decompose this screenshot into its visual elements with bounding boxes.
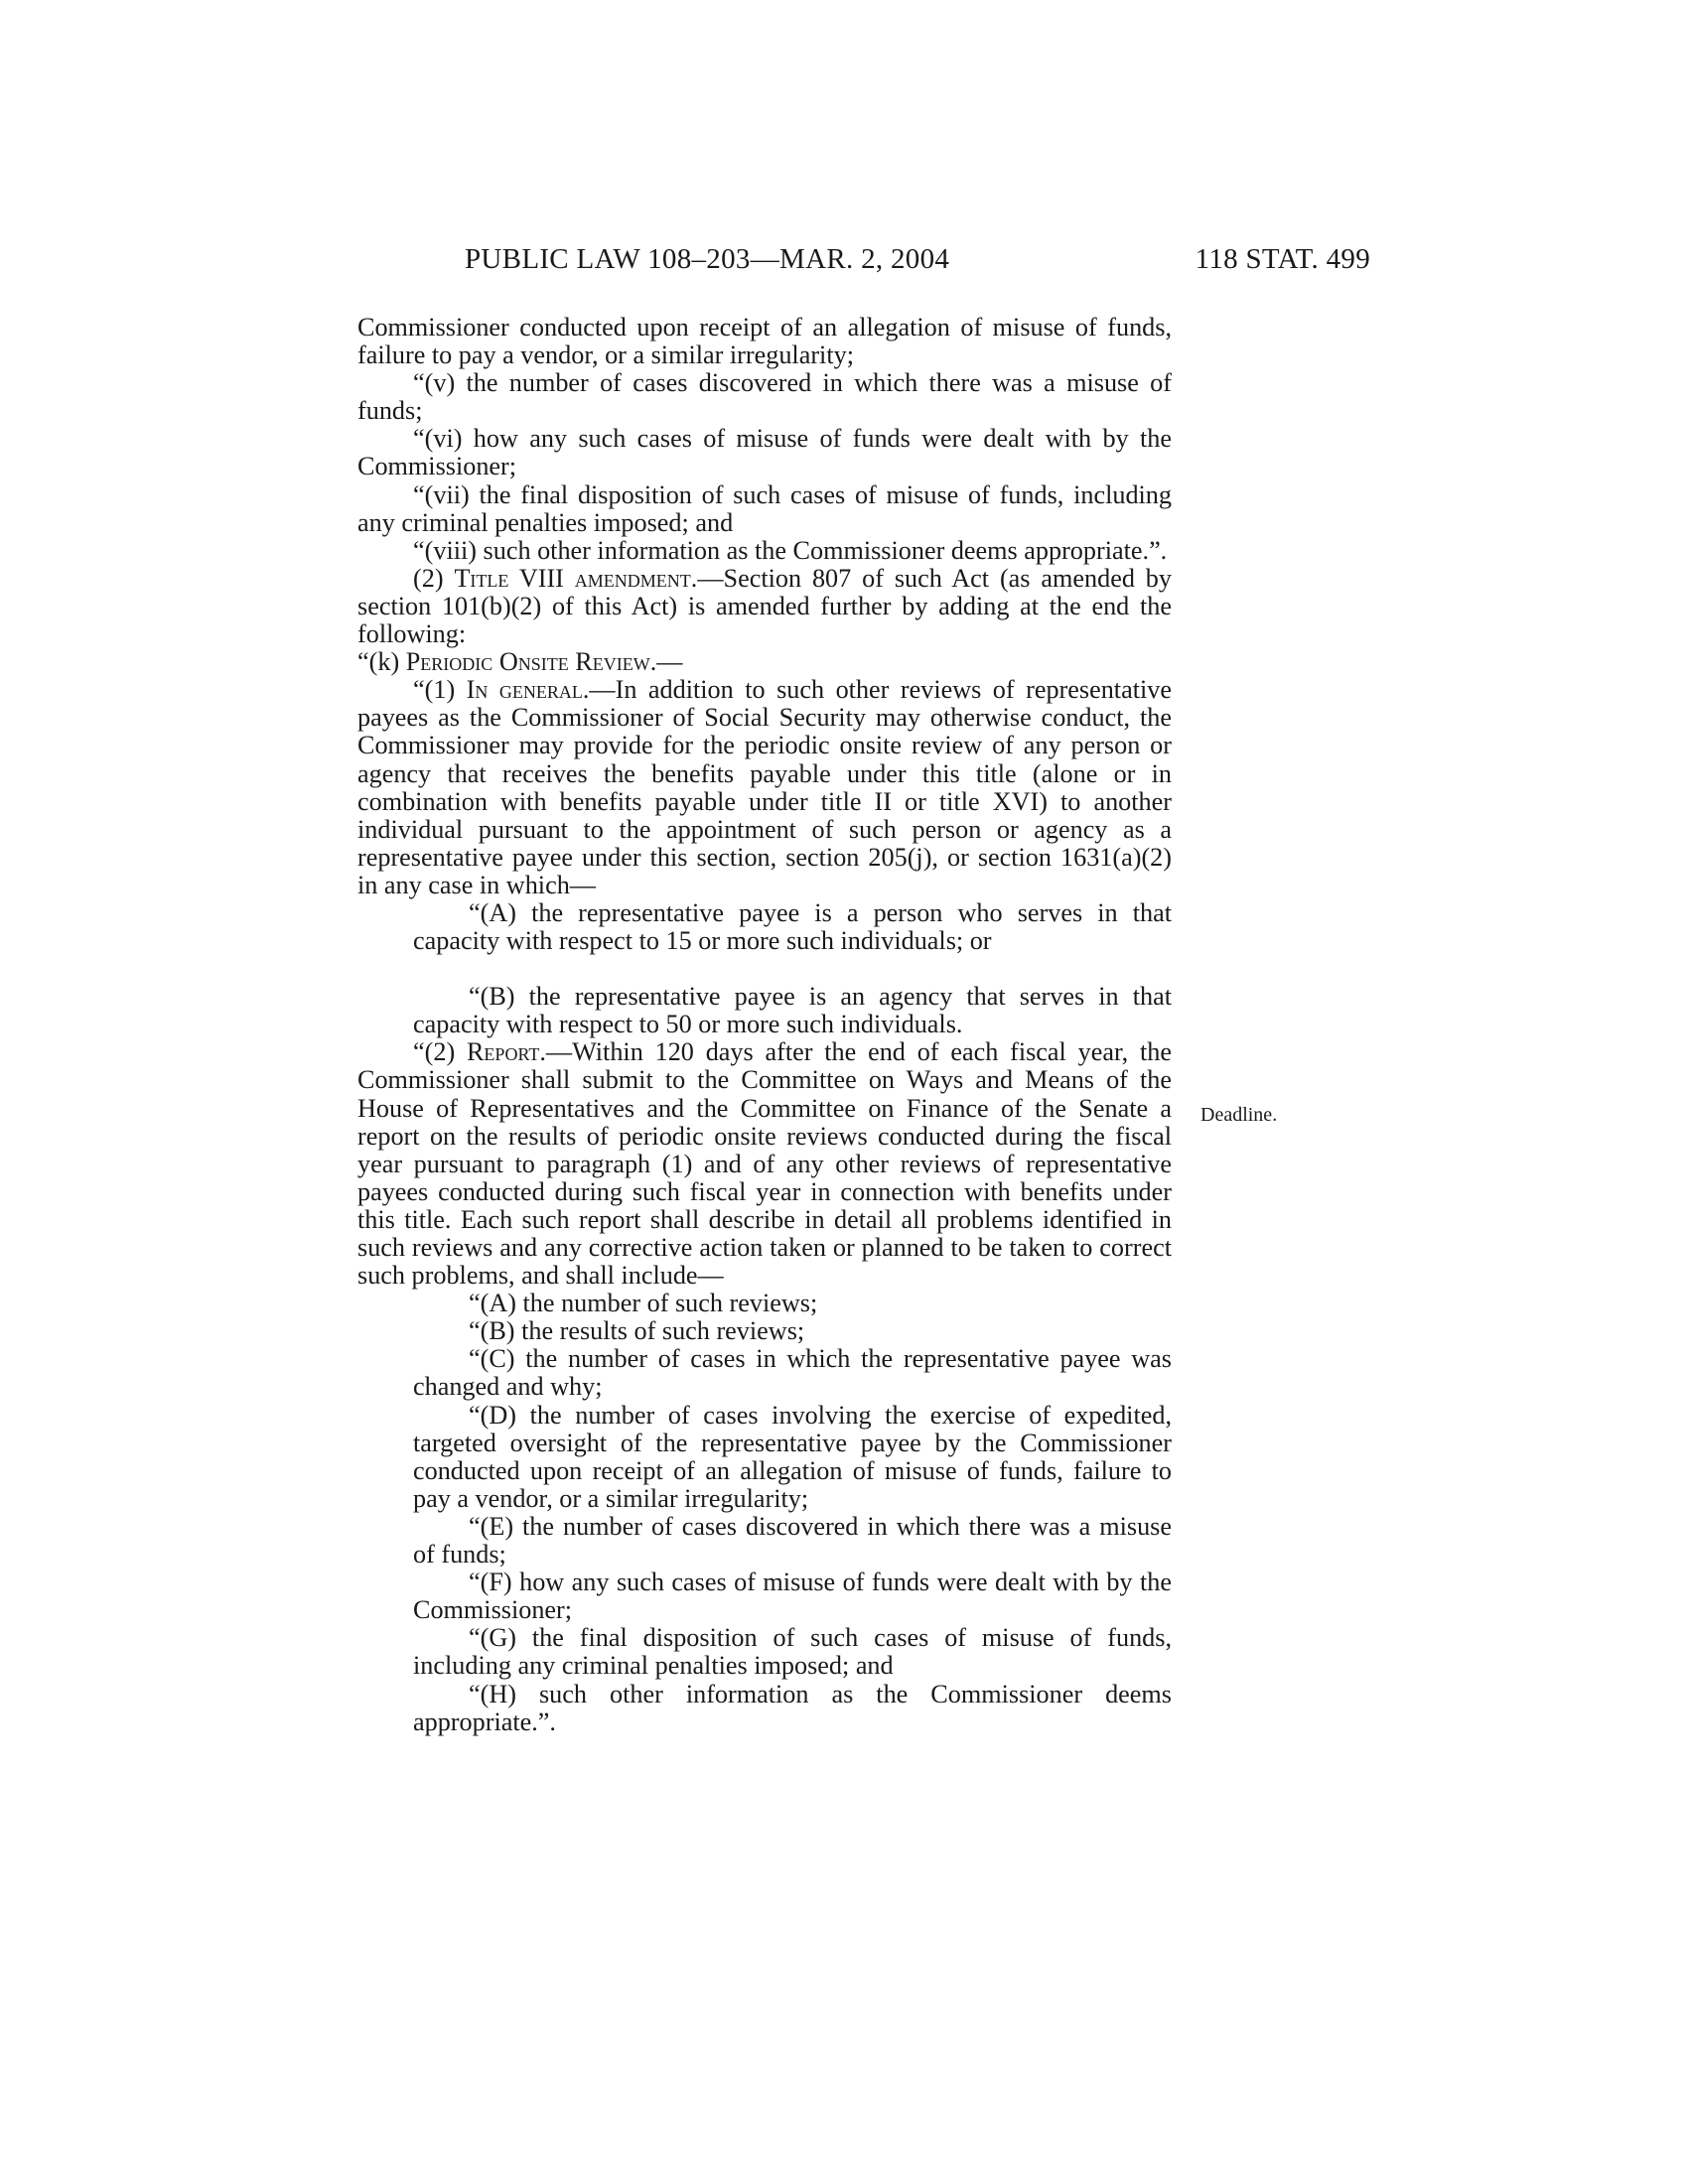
paragraph: “(B) the results of such reviews; [469, 1316, 805, 1346]
paragraph-heading: In general. [466, 675, 590, 705]
paragraph-heading: Periodic Onsite Review. [405, 647, 657, 677]
page-header [357, 243, 1370, 283]
paragraph-heading: Report. [466, 1037, 546, 1067]
paragraph: “(C) the number of cases in which the representative payee was changed and why; [413, 1344, 1172, 1402]
paragraph-heading: Title VIII amendment. [454, 563, 698, 593]
paragraph: “(E) the number of cases discovered in which there was a misuse of funds; [413, 1511, 1172, 1570]
paragraph-lead: “(k) [357, 647, 406, 677]
paragraph: “(A) the number of such reviews; [469, 1289, 818, 1318]
paragraph: “(F) how any such cases of misuse of funds were dealt with by the Commissioner; [413, 1568, 1172, 1625]
paragraph-lead: “(2) [413, 1037, 467, 1067]
paragraph: Commissioner conducted upon receipt of an allegation of misuse of funds, failure to pay a vendor, or a similar irregularity; [357, 313, 1172, 370]
paragraph: “(B) the representative payee is an agency that serves in that capacity with respect to 50 or more such individuals. [413, 982, 1172, 1039]
paragraph: “(vii) the final disposition of such cases of misuse of funds, including any criminal penalties imposed; and [357, 479, 1172, 537]
paragraph-text: —Within 120 days after the end of each fiscal year, the Commissioner shall submit to the Committee on Ways and Means of the House of Representatives and the Committee on Finance of the Senate a report on the results of periodic onsite reviews conducted during the fiscal year pursuant to paragraph (1) and of any other reviews of representative payees conducted during such fiscal year in connection with benefits under this title. Each such report shall describe in detail all problems identified in such reviews and any corrective action taken or planned to be taken to correct such problems, and shall include— [357, 1037, 1172, 1291]
paragraph-text: — [656, 647, 683, 677]
subsection-heading-k [357, 648, 1172, 676]
paragraph: “(H) such other information as the Commissioner deems appropriate.”. [413, 1679, 1172, 1736]
paragraph-report [357, 1038, 1172, 1290]
paragraph: “(A) the representative payee is a person who serves in that capacity with respect to 15 or more such individuals; or [413, 897, 1172, 956]
paragraph-in-general [357, 676, 1172, 899]
paragraph: “(G) the final disposition of such cases of misuse of funds, including any criminal penalties imposed; and [413, 1623, 1172, 1681]
paragraph-lead: (2) [413, 563, 455, 593]
paragraph: “(v) the number of cases discovered in which there was a misuse of funds; [357, 368, 1172, 426]
header-stat-citation: 118 STAT. 499 [1195, 243, 1370, 275]
header-title: PUBLIC LAW 108–203—MAR. 2, 2004 [465, 243, 950, 275]
paragraph: “(D) the number of cases involving the exercise of expedited, targeted oversight of the representative payee by the Commissioner conducted upon receipt of an allegation of misuse of funds, failure to pay a vendor, or a similar irregularity; [413, 1400, 1172, 1513]
margin-note-deadline: Deadline. [1200, 1104, 1278, 1126]
paragraph-lead: “(1) [413, 675, 467, 705]
paragraph: “(viii) such other information as the Commissioner deems appropriate.”. [413, 535, 1168, 565]
paragraph-text: —In addition to such other reviews of representative payees as the Commissioner of Social Security may otherwise conduct, the Commissioner may provide for the periodic onsite review of any person or agency that receives the benefits payable under this title (alone or in combination with benefits payable under title II or title XVI) to another individual pursuant to the appointment of such person or agency as a representative payee under this section, section 205(j), or section 1631(a)(2) in any case in which— [357, 675, 1172, 899]
paragraph-text: —Section 807 of such Act (as amended by section 101(b)(2) of this Act) is amended further by adding at the end the following: [357, 563, 1172, 649]
paragraph: “(vi) how any such cases of misuse of funds were dealt with by the Commissioner; [357, 424, 1172, 481]
paragraph-title-viii-amendment [357, 565, 1172, 648]
document-body [357, 314, 1172, 1736]
